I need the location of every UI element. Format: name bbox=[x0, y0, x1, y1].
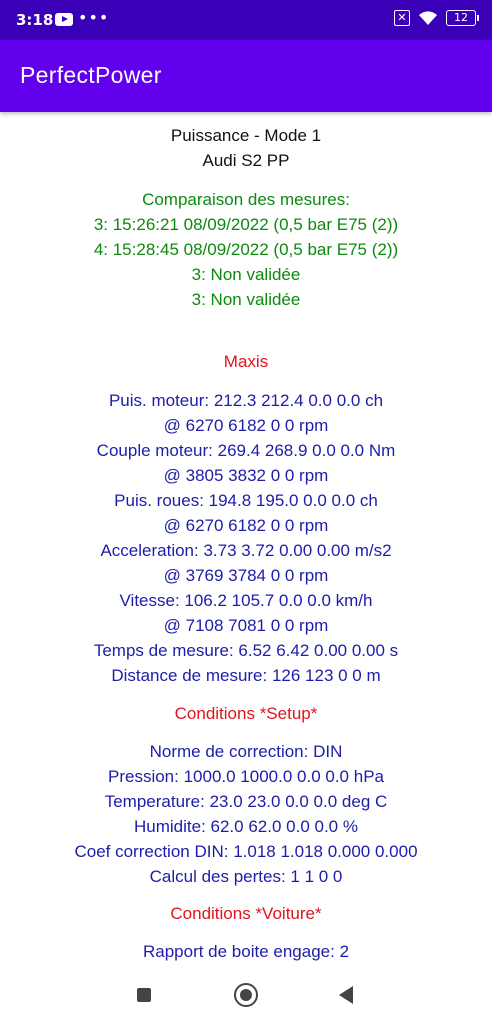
battery-icon: 12 bbox=[446, 10, 476, 26]
vehicle-conditions-heading: Conditions *Voiture* bbox=[170, 904, 322, 923]
navigation-bar bbox=[0, 972, 492, 1024]
maxis-line: Puis. roues: 194.8 195.0 0.0 0.0 ch bbox=[114, 491, 378, 510]
maxis-line: @ 6270 6182 0 0 rpm bbox=[163, 516, 329, 535]
status-bar bbox=[0, 0, 492, 40]
home-icon[interactable] bbox=[234, 983, 258, 1007]
setup-line: Norme de correction: DIN bbox=[149, 742, 343, 761]
setup-line: Calcul des pertes: 1 1 0 0 bbox=[149, 867, 343, 886]
app-bar bbox=[0, 40, 492, 112]
maxis-line: Couple moteur: 269.4 268.9 0.0 0.0 Nm bbox=[96, 441, 396, 460]
maxis-line: @ 3769 3784 0 0 rpm bbox=[163, 566, 329, 585]
wifi-icon bbox=[418, 10, 438, 26]
more-notifications-icon: ••• bbox=[78, 8, 110, 27]
setup-line: Coef correction DIN: 1.018 1.018 0.000 0.000 bbox=[74, 842, 418, 861]
maxis-line: Acceleration: 3.73 3.72 0.00 0.00 m/s2 bbox=[100, 541, 392, 560]
back-icon[interactable] bbox=[339, 986, 353, 1004]
vehicle-conditions-line: Rapport de boite engage: 2 bbox=[142, 942, 350, 961]
recents-icon[interactable] bbox=[137, 988, 151, 1002]
comparison-heading: Comparaison des mesures: bbox=[142, 190, 350, 209]
youtube-notification-icon bbox=[55, 13, 73, 26]
maxis-line: Puis. moteur: 212.3 212.4 0.0 0.0 ch bbox=[108, 391, 384, 410]
maxis-line: @ 6270 6182 0 0 rpm bbox=[163, 416, 329, 435]
maxis-line: @ 3805 3832 0 0 rpm bbox=[163, 466, 329, 485]
validation-status: 3: Non validée bbox=[191, 265, 301, 284]
vehicle-name: Audi S2 PP bbox=[202, 151, 290, 170]
setup-line: Pression: 1000.0 1000.0 0.0 0.0 hPa bbox=[108, 767, 384, 786]
status-icons bbox=[394, 10, 476, 26]
comparison-run: 4: 15:28:45 08/09/2022 (0,5 bar E75 (2)) bbox=[93, 240, 399, 259]
setup-line: Humidite: 62.0 62.0 0.0 0.0 % bbox=[134, 817, 358, 836]
setup-line: Temperature: 23.0 23.0 0.0 0.0 deg C bbox=[104, 792, 388, 811]
app-title: PerfectPower bbox=[20, 62, 162, 88]
report-content[interactable] bbox=[0, 112, 492, 972]
status-time: 3:18 bbox=[16, 11, 54, 29]
report-title: Puissance - Mode 1 bbox=[170, 126, 322, 145]
maxis-line: @ 7108 7081 0 0 rpm bbox=[163, 616, 329, 635]
maxis-heading: Maxis bbox=[223, 352, 269, 371]
maxis-line: Temps de mesure: 6.52 6.42 0.00 0.00 s bbox=[93, 641, 399, 660]
maxis-line: Distance de mesure: 126 123 0 0 m bbox=[111, 666, 381, 685]
comparison-run: 3: 15:26:21 08/09/2022 (0,5 bar E75 (2)) bbox=[93, 215, 399, 234]
setup-heading: Conditions *Setup* bbox=[174, 704, 318, 723]
validation-status: 3: Non validée bbox=[191, 290, 301, 309]
maxis-line: Vitesse: 106.2 105.7 0.0 0.0 km/h bbox=[119, 591, 373, 610]
no-sim-icon: ✕ bbox=[394, 10, 410, 26]
